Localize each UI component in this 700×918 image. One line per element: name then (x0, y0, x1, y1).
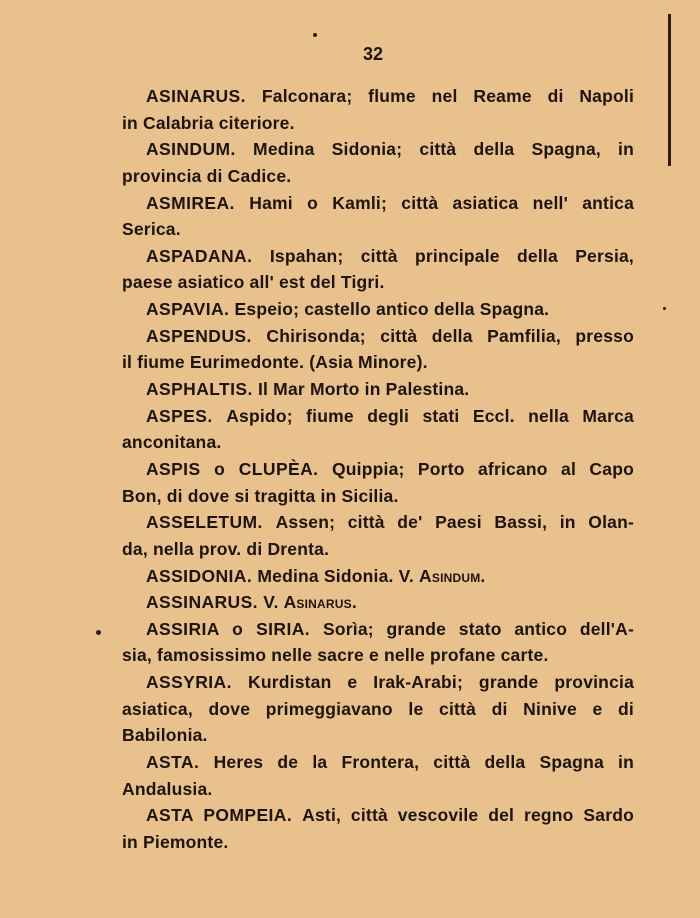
entry-text: Heres de la Frontera, città della Spagna in (213, 752, 634, 773)
entry-text: Babilonia. (122, 725, 208, 746)
text-line (122, 509, 634, 536)
text-line (122, 616, 634, 643)
dictionary-entry (122, 509, 634, 562)
ink-spot (313, 33, 317, 37)
text-line (122, 216, 634, 243)
text-line (122, 722, 634, 749)
page-number: 32 (362, 44, 384, 64)
text-line (122, 563, 634, 590)
text-line (122, 669, 634, 696)
entry-text: Falconara; flume nel Reame di Napoli (261, 86, 635, 106)
dictionary-entry (122, 190, 634, 243)
entry-headword: ASPAVIA. (146, 299, 235, 320)
entry-headword: ASSELETUM. (146, 512, 276, 533)
entry-text: Chirisonda; città della Pamfilia, presso (266, 325, 634, 346)
entry-headword: ASSIRIA o SIRIA. (146, 618, 323, 639)
text-line (122, 696, 634, 723)
entry-text: asiatica, dove primeggiavano le città di Ninive e di (122, 698, 634, 719)
text-line (122, 403, 634, 430)
entry-text: Quippia; Porto africano al Capo (331, 458, 634, 479)
entry-headword: ASPENDUS. (146, 325, 267, 346)
entry-text: Serica. (122, 219, 181, 240)
cross-reference: Asindum. (419, 565, 486, 586)
text-line (122, 642, 634, 669)
entry-text: Kurdistan e Irak-Arabi; grande provincia (248, 672, 635, 693)
dictionary-entry (122, 376, 634, 403)
entry-text: Ispahan; città principale della Persia, (269, 245, 634, 266)
entry-text: Medina Sidonia; città della Spagna, in (253, 139, 634, 160)
entry-headword: ASSYRIA. (146, 672, 248, 693)
entry-text: provincia di Cadice. (122, 165, 292, 186)
margin-rule (668, 14, 671, 166)
text-line (122, 323, 634, 350)
entry-text: paese asiatico all' est del Tigri. (122, 272, 385, 293)
entry-headword: ASPES. (146, 405, 227, 426)
dictionary-entry (122, 616, 634, 669)
text-line (122, 429, 634, 456)
entry-headword: ASSINARUS. (146, 592, 264, 613)
entry-text: in Piemonte. (122, 831, 229, 852)
dictionary-entry (122, 456, 634, 509)
text-line (122, 802, 634, 829)
dictionary-entry (122, 83, 634, 136)
text-line (122, 589, 634, 616)
dictionary-entry (122, 749, 634, 802)
text-line (122, 136, 634, 163)
entry-headword: ASINARUS. (146, 86, 262, 106)
text-line (122, 776, 634, 803)
entry-headword: ASPADANA. (146, 245, 270, 266)
entry-headword: ASINDUM. (146, 139, 254, 160)
text-line (122, 296, 634, 323)
cross-reference: Asinarus. (283, 592, 357, 613)
entry-text: da, nella prov. di Drenta. (122, 538, 330, 559)
entry-text: Asti, città vescovile del regno Sardo (302, 805, 634, 826)
entry-text: anconitana. (122, 432, 222, 453)
entry-headword: ASPIS o CLUPÈA. (146, 458, 332, 479)
entry-text: V. (263, 592, 279, 613)
text-line (122, 163, 634, 190)
text-line (122, 483, 634, 510)
dictionary-entry (122, 136, 634, 189)
entry-headword: ASMIREA. (146, 192, 250, 213)
text-line (122, 349, 634, 376)
text-line (122, 829, 634, 856)
text-line (122, 110, 634, 137)
text-line (122, 269, 634, 296)
dictionary-entry (122, 243, 634, 296)
entry-text: Aspido; fiume degli stati Eccl. nella Marca (226, 405, 634, 426)
entry-headword: ASPHALTIS. (146, 379, 258, 400)
entry-text: Il Mar Morto in Palestina. (258, 379, 470, 400)
entry-text: Sorìa; grande stato antico dell'A- (322, 618, 634, 639)
entry-text: Espeio; castello antico della Spagna. (234, 299, 550, 320)
entry-text: Andalusia. (122, 778, 213, 799)
ink-spot (663, 307, 666, 310)
entry-text: Assen; città de' Paesi Bassi, in Olan- (275, 512, 634, 533)
dictionary-entry (122, 669, 634, 749)
text-line (122, 243, 634, 270)
entry-text: in Calabria citeriore. (122, 112, 295, 133)
text-line (122, 190, 634, 217)
text-line (122, 749, 634, 776)
entry-text: il fiume Eurimedonte. (Asia Minore). (122, 352, 428, 373)
entry-text: Medina Sidonia. V. (257, 565, 414, 586)
entry-text: sia, famosissimo nelle sacre e nelle profane carte. (122, 645, 549, 666)
text-line (122, 456, 634, 483)
dictionary-entry (122, 403, 634, 456)
entry-headword: ASTA. (146, 752, 214, 773)
text-line (122, 376, 634, 403)
dictionary-text (122, 83, 634, 856)
dictionary-entry (122, 563, 634, 590)
dictionary-entry (122, 323, 634, 376)
dictionary-entry (122, 296, 634, 323)
text-line (122, 83, 634, 110)
entry-headword: ASSIDONIA. (146, 565, 258, 586)
entry-headword: ASTA POMPEIA. (146, 805, 303, 826)
entry-text: Bon, di dove si tragitta in Sicilia. (122, 485, 399, 506)
dictionary-entry (122, 802, 634, 855)
text-line (122, 536, 634, 563)
entry-text: Hami o Kamli; città asiatica nell' antica (249, 192, 634, 213)
ink-spot (96, 630, 101, 635)
dictionary-entry (122, 589, 634, 616)
